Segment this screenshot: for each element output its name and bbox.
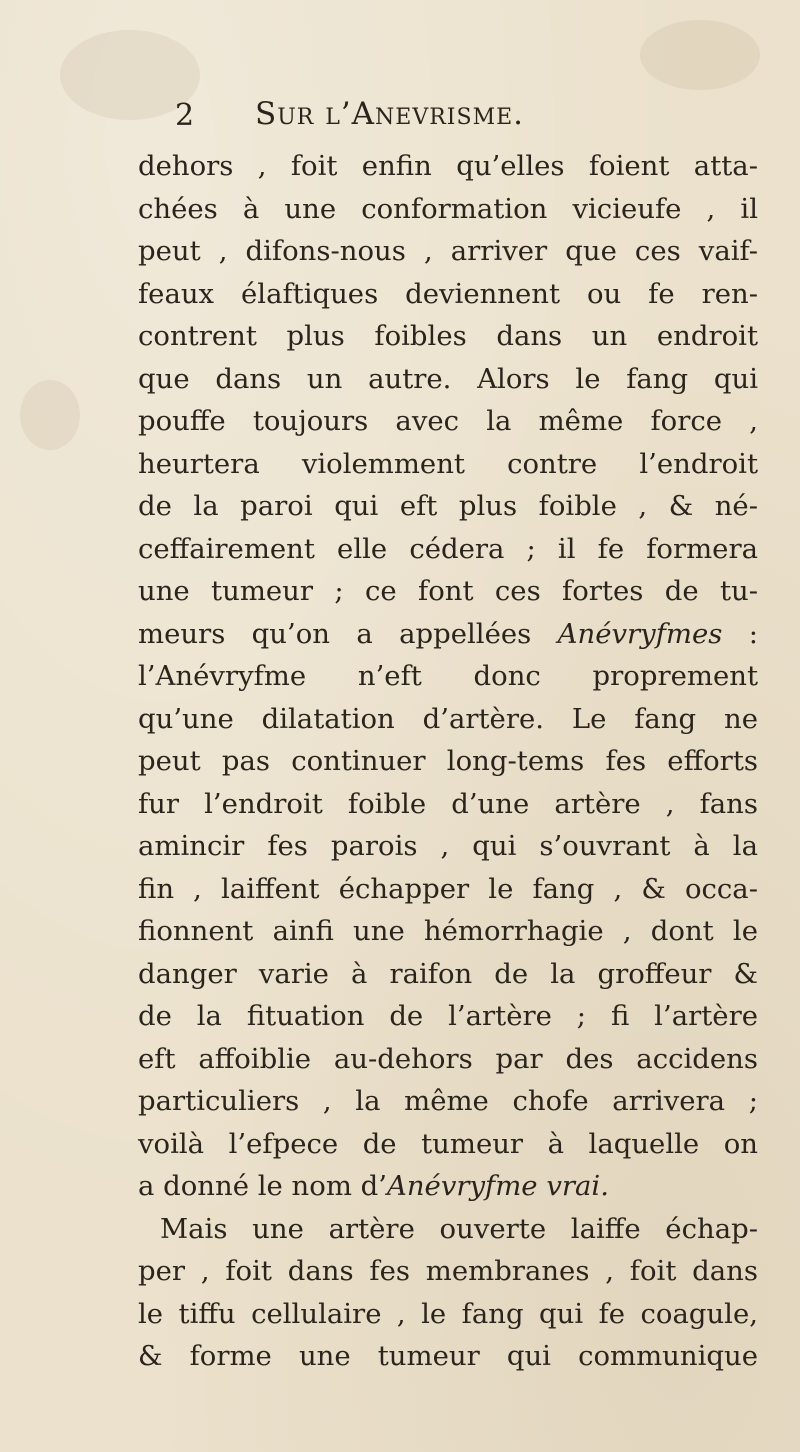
- text-fragment: feaux élaftiques deviennent ou fe ren-: [138, 277, 758, 310]
- text-fragment: chées à une conformation vicieufe , il: [138, 192, 758, 225]
- text-line: [138, 825, 758, 868]
- text-fragment: l’Anévryfme n’eft donc proprement: [138, 660, 758, 692]
- text-line: [138, 1250, 758, 1293]
- text-line: [138, 570, 758, 613]
- text-fragment: per , foit dans fes membranes , foit dans: [138, 1255, 758, 1287]
- text-fragment: fionnent ainfi une hémorrhagie , dont le: [138, 915, 758, 947]
- text-line: [138, 740, 758, 783]
- text-line: [138, 1123, 758, 1166]
- italic-term: Anévryfmes: [557, 617, 723, 650]
- text-line: [138, 910, 758, 953]
- text-fragment: peut , difons-nous , arriver que ces vaif-: [138, 235, 758, 267]
- text-fragment: que dans un autre. Alors le fang qui: [138, 362, 758, 395]
- text-line: [138, 443, 758, 486]
- text-line: [138, 698, 758, 741]
- text-fragment: amincir fes parois , qui s’ouvrant à la: [138, 830, 758, 862]
- text-line: [138, 1208, 758, 1251]
- text-fragment: fur l’endroit foible d’une artère , fans: [138, 787, 758, 820]
- text-line: [138, 995, 758, 1038]
- paper-stain: [640, 20, 760, 90]
- text-fragment: pouffe toujours avec la même force ,: [138, 405, 758, 437]
- text-line: [138, 1293, 758, 1336]
- text-fragment: de la fituation de l’artère ; fi l’artère: [138, 1000, 758, 1032]
- text-fragment: ceffairement elle cédera ; il fe formera: [138, 532, 758, 565]
- text-line: [138, 315, 758, 358]
- text-line: [138, 1038, 758, 1081]
- text-line: [138, 655, 758, 698]
- text-fragment: dehors , foit enfin qu’elles foient atta-: [138, 150, 758, 182]
- text-line: [138, 1165, 758, 1208]
- text-fragment: meurs qu’on a appellées: [138, 617, 558, 650]
- text-fragment: contrent plus foibles dans un endroit: [138, 320, 758, 352]
- text-line: [138, 613, 758, 656]
- text-line: [138, 868, 758, 911]
- text-fragment: de la paroi qui eft plus foible , & né-: [138, 490, 758, 522]
- text-line: [138, 273, 758, 316]
- text-line: [138, 230, 758, 273]
- body-text: [138, 145, 758, 1378]
- italic-term: Anévryfme vrai.: [386, 1170, 609, 1202]
- text-line: [138, 145, 758, 188]
- text-line: [138, 358, 758, 401]
- text-fragment: voilà l’efpece de tumeur à laquelle on: [138, 1127, 758, 1160]
- text-fragment: a donné le nom d’: [138, 1170, 387, 1202]
- text-fragment: le tiffu cellulaire , le fang qui fe coagule,: [138, 1297, 758, 1330]
- text-line: [138, 400, 758, 443]
- text-fragment: & forme une tumeur qui communique: [138, 1340, 758, 1372]
- text-line: [138, 1335, 758, 1378]
- text-fragment: Mais une artère ouverte laiffe échap-: [160, 1212, 758, 1245]
- paper-stain: [20, 380, 80, 450]
- text-fragment: heurtera violemment contre l’endroit: [138, 447, 758, 480]
- text-fragment: qu’une dilatation d’artère. Le fang ne: [138, 702, 758, 735]
- text-line: [138, 783, 758, 826]
- text-fragment: fin , laiffent échapper le fang , & occa-: [138, 872, 758, 905]
- text-fragment: danger varie à raifon de la groffeur &: [138, 957, 758, 990]
- text-fragment: eft affoiblie au-dehors par des accidens: [138, 1042, 758, 1075]
- text-line: [138, 528, 758, 571]
- text-line: [138, 188, 758, 231]
- page-number: 2: [175, 98, 196, 133]
- text-line: [138, 1080, 758, 1123]
- text-line: [138, 485, 758, 528]
- page-header: [175, 96, 695, 140]
- text-line: [138, 953, 758, 996]
- text-fragment: particuliers , la même chofe arrivera ;: [138, 1085, 758, 1117]
- text-fragment: peut pas continuer long-tems fes efforts: [138, 745, 758, 777]
- text-fragment: :: [722, 617, 758, 650]
- text-fragment: une tumeur ; ce font ces fortes de tu-: [138, 575, 758, 607]
- running-title: Sur l’Anevrisme.: [255, 96, 525, 132]
